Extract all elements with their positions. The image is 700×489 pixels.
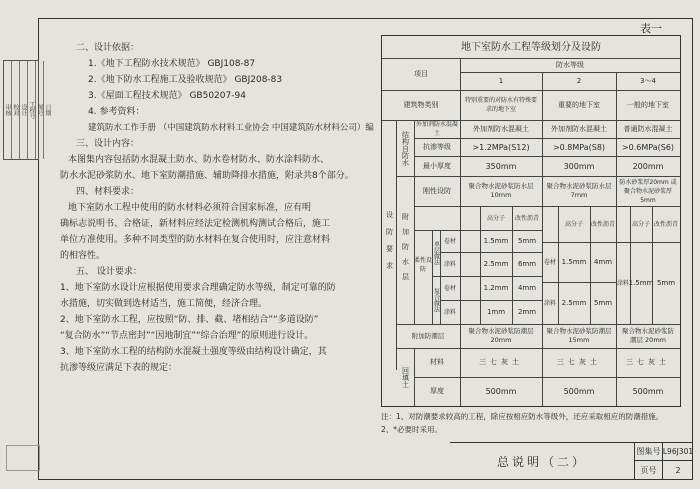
building-grade-3: 一般的地下室 bbox=[627, 100, 669, 109]
concrete-grade-2: 外加剂防水混凝土 bbox=[551, 124, 607, 133]
text-line: 地下室防水工程中使用的防水材料必须符合国家标准，应有明 bbox=[68, 203, 312, 213]
material-label: 材料 bbox=[430, 358, 444, 366]
impermeability-grade-2: >0.8MPa(S8) bbox=[552, 142, 606, 152]
rigid-grade-2: 聚合物水泥砂浆防水层 7mm bbox=[546, 182, 612, 199]
table-title: 地下室防水工程等级划分及设防 bbox=[461, 41, 601, 53]
single-label: 单层做法 bbox=[432, 241, 440, 265]
g1-kind: 涂料 bbox=[443, 308, 456, 316]
g1-polymer-value: 1.2mm bbox=[483, 283, 509, 292]
g3-asphalt-value: 5mm bbox=[656, 278, 676, 287]
building-grade-2: 重要的地下室 bbox=[558, 100, 600, 109]
binder-label: 审核 bbox=[4, 61, 12, 159]
g1-kind: 卷材 bbox=[443, 284, 456, 292]
text-line: 单位方准使用。多种不同类型的防水材料在复合使用时，应注意材料 bbox=[60, 235, 331, 245]
grade-3-4: 3～4 bbox=[640, 76, 656, 85]
text-line: 3、地下室防水工程的结构防水混凝土强度等级由结构设计确定，其 bbox=[60, 347, 327, 357]
bf-thickness-label: 厚度 bbox=[430, 387, 444, 395]
text-line: 确标志说明书、合格证，新材料应经法定检测机构测试合格后，施工 bbox=[60, 219, 331, 229]
g3-polymer-header: 高分子 bbox=[631, 220, 650, 228]
atlas-label: 图集号 bbox=[635, 443, 663, 461]
text-line: 的相容性。 bbox=[60, 251, 106, 261]
building-grade-1: 特别重要的对防水有特殊要求的地下室 bbox=[464, 97, 537, 113]
material-grade-1: 三七灰土 bbox=[479, 358, 523, 366]
note-line: 2、*必要时采用。 bbox=[381, 425, 443, 434]
material-grade-3: 三七灰土 bbox=[626, 358, 670, 366]
g2-polymer-value: 1.5mm bbox=[561, 257, 587, 266]
page-number: 2 bbox=[675, 465, 681, 475]
item-header: 项目 bbox=[414, 69, 428, 78]
composite-label: 复合做法 bbox=[432, 288, 440, 312]
text-line: 1.《地下工程防水技术规范》 GBJ108-87 bbox=[88, 59, 256, 69]
grade-1: 1 bbox=[498, 76, 504, 85]
flex-label: 柔性设防 bbox=[414, 257, 433, 273]
binder-label: 工程号 bbox=[28, 61, 36, 159]
atlas-number: L96J301 bbox=[663, 443, 693, 461]
text-line: 本图集内容包括防水混凝土防水、防水卷材防水、防水涂料防水、 bbox=[68, 155, 330, 165]
building-label: 建筑物类别 bbox=[403, 100, 439, 109]
concrete-label: 外加剂防水混凝土 bbox=[415, 121, 458, 137]
moisture-grade-1: 聚合物水泥砂浆防潮层 20mm bbox=[468, 327, 534, 344]
text-line: 三、设计内容： bbox=[76, 139, 140, 149]
bf-thickness-grade-1: 500mm bbox=[485, 387, 517, 396]
bf-thickness-grade-3: 500mm bbox=[632, 387, 664, 396]
g1-polymer-value: 1mm bbox=[486, 307, 506, 316]
text-line: 4. 参考资料： bbox=[88, 107, 145, 117]
text-line: 五、 设计要求： bbox=[76, 267, 142, 277]
g1-polymer-value: 2.5mm bbox=[483, 259, 509, 268]
g1-asphalt-header: 改性沥青 bbox=[514, 214, 539, 222]
note-line: 注：1、对防潮要求较高的工程，除应按相应防水等级外，还应采取相应的防潮措施。 bbox=[381, 412, 664, 421]
grade-2: 2 bbox=[576, 76, 582, 85]
g1-asphalt-value: 5mm bbox=[517, 236, 537, 245]
impermeability-grade-1: >1.2MPa(S12) bbox=[472, 142, 530, 152]
binder-label: 校对 bbox=[12, 61, 20, 159]
concrete-grade-3: 普通防水混凝土 bbox=[623, 124, 673, 133]
moisture-grade-3: 聚合物水泥砂浆防潮层 20mm bbox=[622, 327, 674, 344]
g2-asphalt-value: 4mm bbox=[593, 257, 613, 266]
text-line: 水措施，切实做到选材适当，施工简便，经济合理。 bbox=[60, 299, 268, 309]
binder-strip bbox=[3, 60, 51, 160]
text-line: 2.《地下防水工程施工及验收规范》 GBJ208-83 bbox=[88, 75, 283, 85]
thickness-label: 最小厚度 bbox=[423, 161, 451, 170]
binder-label: 图号 bbox=[36, 61, 44, 159]
table-number: 表一 bbox=[640, 22, 662, 35]
text-line: 建筑防水工作手册 （中国建筑防水材料工业协会 中国建筑防水材料公司）编 bbox=[88, 123, 374, 133]
moisture-label: 附加防潮层 bbox=[411, 331, 445, 340]
g3-polymer-value: 1.5mm bbox=[628, 278, 654, 287]
g1-asphalt-value: 6mm bbox=[517, 259, 537, 268]
g1-asphalt-value: 2mm bbox=[517, 307, 537, 316]
g2-polymer-header: 高分子 bbox=[564, 220, 583, 228]
grade-header: 防水等级 bbox=[556, 60, 584, 69]
impermeability-grade-3: >0.6MPa(S6) bbox=[621, 142, 675, 152]
moisture-grade-2: 聚合物水泥砂浆防潮层 15mm bbox=[546, 327, 612, 344]
thickness-grade-3: 200mm bbox=[632, 161, 664, 171]
side-label: 设防要求 bbox=[385, 211, 394, 279]
text-line: 抗渗等级应满足下表的规定： bbox=[60, 363, 178, 373]
g2-kind: 卷材 bbox=[543, 258, 556, 266]
rigid-label: 刚性设防 bbox=[423, 186, 451, 195]
g2-asphalt-value: 5mm bbox=[593, 298, 613, 307]
g1-kind: 涂料 bbox=[443, 260, 456, 268]
text-line: 防水水泥砂浆防水、地下室防潮措施、辅助降排水措施，附录共8个部分。 bbox=[60, 171, 354, 181]
g3-asphalt-header: 改性沥青 bbox=[653, 220, 678, 228]
table-notes bbox=[381, 410, 663, 436]
text-line: 二、设计依据： bbox=[76, 43, 140, 53]
thickness-grade-1: 350mm bbox=[485, 161, 517, 171]
binder-label: 设计 bbox=[20, 61, 28, 159]
title-block bbox=[450, 442, 693, 480]
stamp-box bbox=[6, 445, 40, 471]
thickness-grade-2: 300mm bbox=[563, 161, 595, 171]
impermeability-label: 抗渗等级 bbox=[423, 142, 451, 151]
text-line: 3.《屋面工程技术规范》 GB50207-94 bbox=[88, 91, 246, 101]
material-grade-2: 三七灰土 bbox=[557, 358, 601, 366]
drawing-title: 总说明（二） bbox=[450, 443, 635, 479]
text-line: 四、材料要求： bbox=[76, 187, 140, 197]
backfill-label: 回填土 bbox=[401, 366, 410, 388]
g1-polymer-header: 高分子 bbox=[486, 214, 505, 222]
waterproof-grade-table bbox=[381, 35, 681, 407]
page-label: 页号 bbox=[635, 461, 663, 479]
binder-label: 日期 bbox=[44, 104, 51, 116]
rigid-grade-1: 聚合物水泥砂浆防水层 10mm bbox=[468, 182, 534, 199]
g2-asphalt-header: 改性沥青 bbox=[590, 220, 615, 228]
design-notes-column bbox=[60, 40, 380, 376]
text-line: 2、地下室防水工程，应按照“防、排、截、堵相结合”“多道设防” bbox=[60, 315, 319, 325]
bf-thickness-grade-2: 500mm bbox=[563, 387, 595, 396]
g1-kind: 卷材 bbox=[443, 237, 456, 245]
g1-asphalt-value: 4mm bbox=[517, 283, 537, 292]
g2-polymer-value: 2.5mm bbox=[561, 298, 587, 307]
rigid-grade-3: 防水砂浆厚20mm 或聚合物水泥砂浆厚5mm bbox=[619, 178, 677, 204]
g2-kind: 涂料 bbox=[543, 299, 556, 307]
concrete-grade-1: 外加剂防水混凝土 bbox=[473, 124, 529, 133]
structural-label: 结构自防水 bbox=[401, 130, 410, 166]
text-line: 1、地下室防水设计应根据使用要求合理确定防水等级，制定可靠的防 bbox=[60, 283, 336, 293]
text-line: “复合防水”“节点密封”“因地制宜”“综合治理”的原则进行设计。 bbox=[60, 331, 314, 341]
added-label: 附加防水层 bbox=[401, 212, 410, 288]
g3-kind: 涂料 bbox=[616, 279, 629, 287]
g1-polymer-value: 1.5mm bbox=[483, 236, 509, 245]
